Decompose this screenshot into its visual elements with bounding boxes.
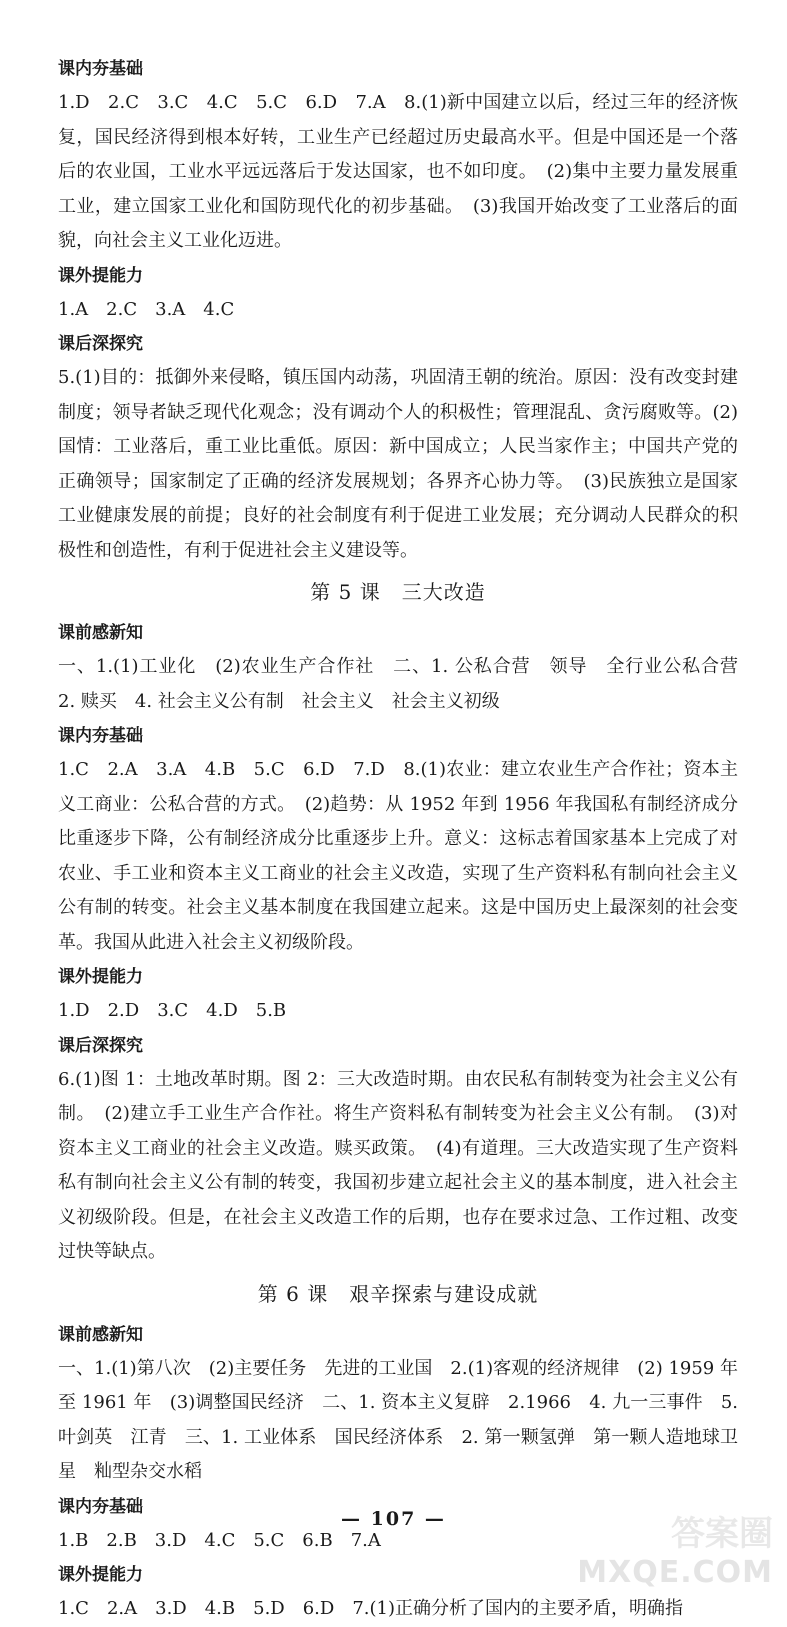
watermark-top-text: 答案圈 xyxy=(671,1514,773,1554)
section-heading: 课前感新知 xyxy=(58,623,143,643)
answer-text: 6.(1)图 1：土地改革时期。图 2：三大改造时期。由农民私有制转变为社会主义公有制。 (2)建立手工业生产合作社。将生产资料私有制转变为社会主义公有制。 (3)对资本主义工商业的社会主义改造。赎买政策。 (4)有道理。三大改造实现了生产资料私有制向社会主义公有制的转变，我国初步建立起社会主义的基本制度，进入社会主义初级阶段。但是，在社会主义改造工作的后期，也存在要求过急、工作过粗、改变过快等缺点。 xyxy=(58,1068,738,1262)
answer-text: 1.C 2.A 3.D 4.B 5.D 6.D 7.(1)正确分析了国内的主要矛盾，明确指 xyxy=(58,1598,684,1619)
answer-text: 一、1.(1)第八次 (2)主要任务 先进的工业国 2.(1)客观的经济规律 (2) 1959 年至 1961 年 (3)调整国民经济 二、1. 资本主义复辟 2.1966 4. 九一三事件 5. 叶剑英 江青 三、1. 工业体系 国民经济体系 2. 第一颗氢弹 第一颗人造地球卫星 籼型杂交水稻 xyxy=(58,1357,738,1482)
section-heading: 课内夯基础 xyxy=(58,59,143,79)
page-number: — 107 — xyxy=(341,1508,446,1530)
watermark-text: MXQE.COM xyxy=(577,1555,773,1590)
section-heading: 课后深探究 xyxy=(58,1035,143,1056)
section-heading: 课内夯基础 xyxy=(58,726,143,746)
answer-text: 1.D 2.D 3.C 4.D 5.B xyxy=(58,1000,287,1021)
answer-text: 1.D 2.C 3.C 4.C 5.C 6.D 7.A 8.(1)新中国建立以后，经过三年的经济恢复，国民经济得到根本好转，工业生产已经超过历史最高水平。但是中国还是一个落后的农业国，工业水平远远落后于发达国家，也不如印度。 (2)集中主要力量发展重工业，建立国家工业化和国防现代化的初步基础。 (3)我国开始改变了工业落后的面貌，向社会主义工业化迈进。 xyxy=(58,92,738,251)
lesson-title: 第 6 课 艰辛探索与建设成就 xyxy=(257,1281,539,1306)
watermark-logo xyxy=(579,1500,779,1590)
lesson-title: 第 5 课 三大改造 xyxy=(310,580,486,604)
section-heading: 课后深探究 xyxy=(58,334,143,354)
section-heading: 课内夯基础 xyxy=(58,1496,143,1517)
section-heading: 课外提能力 xyxy=(58,1565,143,1585)
section-heading: 课外提能力 xyxy=(58,265,143,286)
answer-text: 1.C 2.A 3.A 4.B 5.C 6.D 7.D 8.(1)农业：建立农业生产合作社；资本主义工商业：公私合营的方式。 (2)趋势：从 1952 年到 1956 年我国私有制经济成分比重逐步下降，公有制经济成分比重逐步上升。意义：这标志着国家基本上完成了对农业、手工业和资本主义工商业的社会主义改造，实现了生产资料私有制向社会主义公有制的转变。社会主义基本制度在我国建立起来。这是中国历史上最深刻的社会变革。我国从此进入社会主义初级阶段。 xyxy=(58,759,738,953)
answer-text: 一、1.(1)工业化 (2)农业生产合作社 二、1. 公私合营 领导 全行业公私合营 2. 赎买 4. 社会主义公有制 社会主义 社会主义初级 xyxy=(58,656,756,712)
answer-text: 1.A 2.C 3.A 4.C xyxy=(58,298,235,320)
answer-text: 1.B 2.B 3.D 4.C 5.C 6.B 7.A xyxy=(58,1529,381,1551)
section-heading: 课前感新知 xyxy=(58,1324,143,1345)
answer-page xyxy=(58,52,756,1627)
answer-text: 5.(1)目的：抵御外来侵略，镇压国内动荡，巩固清王朝的统治。原因：没有改变封建制度；领导者缺乏现代化观念；没有调动个人的积极性；管理混乱、贪污腐败等。(2)国情：工业落后，重工业比重低。原因：新中国成立；人民当家作主；中国共产党的正确领导；国家制定了正确的经济发展规划；各界齐心协力等。 (3)民族独立是国家工业健康发展的前提；良好的社会制度有利于促进工业发展；充分调动人民群众的积极性和创造性，有利于促进社会主义建设等。 xyxy=(58,367,738,561)
section-heading: 课外提能力 xyxy=(58,967,143,987)
